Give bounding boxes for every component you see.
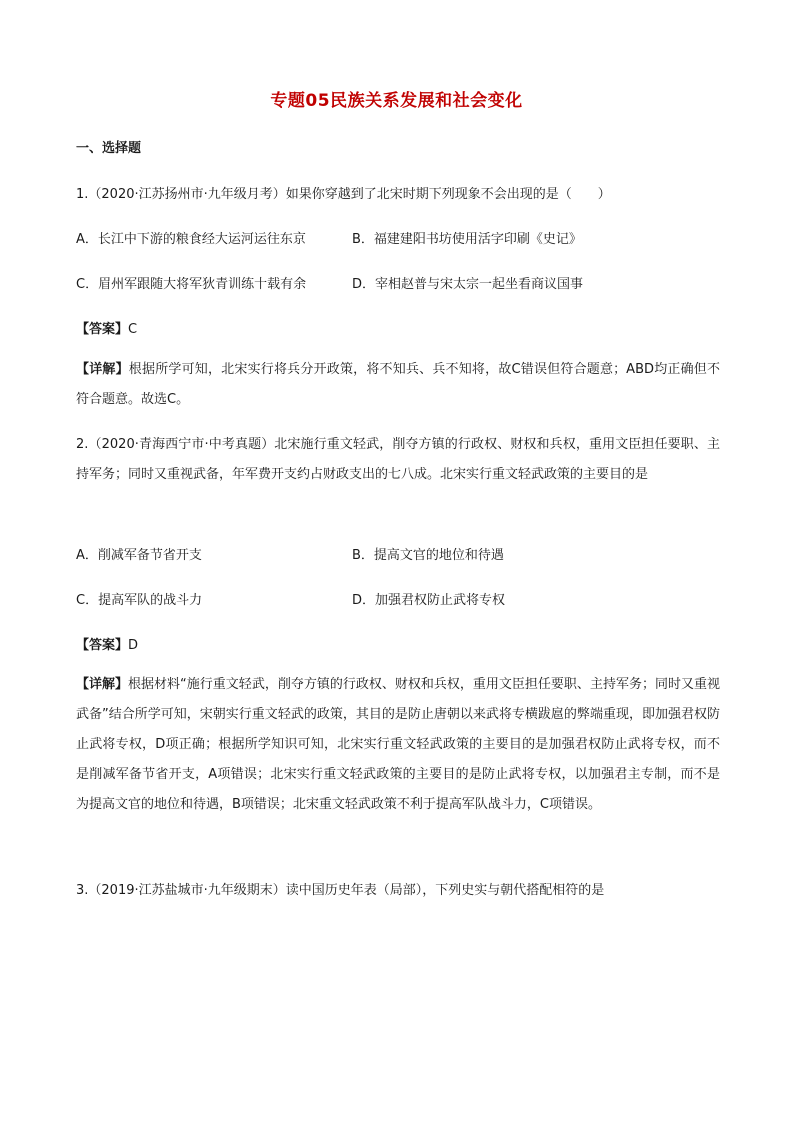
question-1-option-a: A．长江中下游的粮食经大运河运往东京 [76, 232, 306, 247]
question-2-option-c: C．提高军队的战斗力 [76, 593, 203, 608]
question-2-stem: 2.（2020·青海西宁市·中考真题）北宋施行重文轻武，削夺方镇的行政权、财权和兵权，重用文臣担任要职、主持军务；同时又重视武备，年军费开支约占财政支出的七八成。北宋实行重文轻武政策的主要目的是 [76, 437, 720, 482]
answer-value: C [128, 322, 138, 337]
document-title: 专题05民族关系发展和社会变化 [270, 91, 523, 111]
answer-label: 【答案】 [76, 322, 129, 337]
detail-text: 根据材料“施行重文轻武，削夺方镇的行政权、财权和兵权，重用文臣担任要职、主持军务；同时又重视武备”结合所学可知，宋朝实行重文轻武的政策，其目的是防止唐朝以来武将专横跋扈的弊端重现，即加强君权防止武将专权，D项正确；根据所学知识可知，北宋实行重文轻武政策的主要目的是加强君权防止武将专权，而不是削减军备节省开支，A项错误；北宋实行重文轻武政策的主要目的是防止武将专权，以加强君主专制，而不是为提高文官的地位和待遇，B项错误；北宋重文轻武政策不利于提高军队战斗力，C项错误。 [76, 677, 720, 812]
answer-value: D [128, 638, 139, 653]
detail-label: 【详解】 [76, 677, 129, 692]
question-3-stem: 3.（2019·江苏盐城市·九年级期末）读中国历史年表（局部），下列史实与朝代搭配相符的是 [76, 883, 605, 898]
question-1-detail [76, 355, 720, 415]
answer-label: 【答案】 [76, 638, 129, 653]
question-2-option-d: D．加强君权防止武将专权 [352, 593, 506, 608]
question-1-option-d: D．宰相赵普与宋太宗一起坐看商议国事 [352, 277, 584, 292]
question-2-option-b: B．提高文官的地位和待遇 [352, 548, 504, 563]
detail-label: 【详解】 [76, 362, 129, 377]
question-2-option-a: A．削减军备节省开支 [76, 548, 202, 563]
detail-text: 根据所学可知，北宋实行将兵分开政策，将不知兵、兵不知将，故C错误但符合题意；ABD均正确但不符合题意。故选C。 [76, 362, 720, 407]
section-heading: 一、选择题 [76, 141, 142, 156]
question-2-detail [76, 670, 720, 820]
question-1-stem: 1.（2020·江苏扬州市·九年级月考）如果你穿越到了北宋时期下列现象不会出现的是（ ） [76, 187, 611, 202]
question-1-answer [76, 318, 137, 337]
question-1-option-c: C．眉州军跟随大将军狄青训练十载有余 [76, 277, 307, 292]
question-2-answer [76, 634, 138, 653]
question-1-option-b: B．福建建阳书坊使用活字印刷《史记》 [352, 232, 582, 247]
